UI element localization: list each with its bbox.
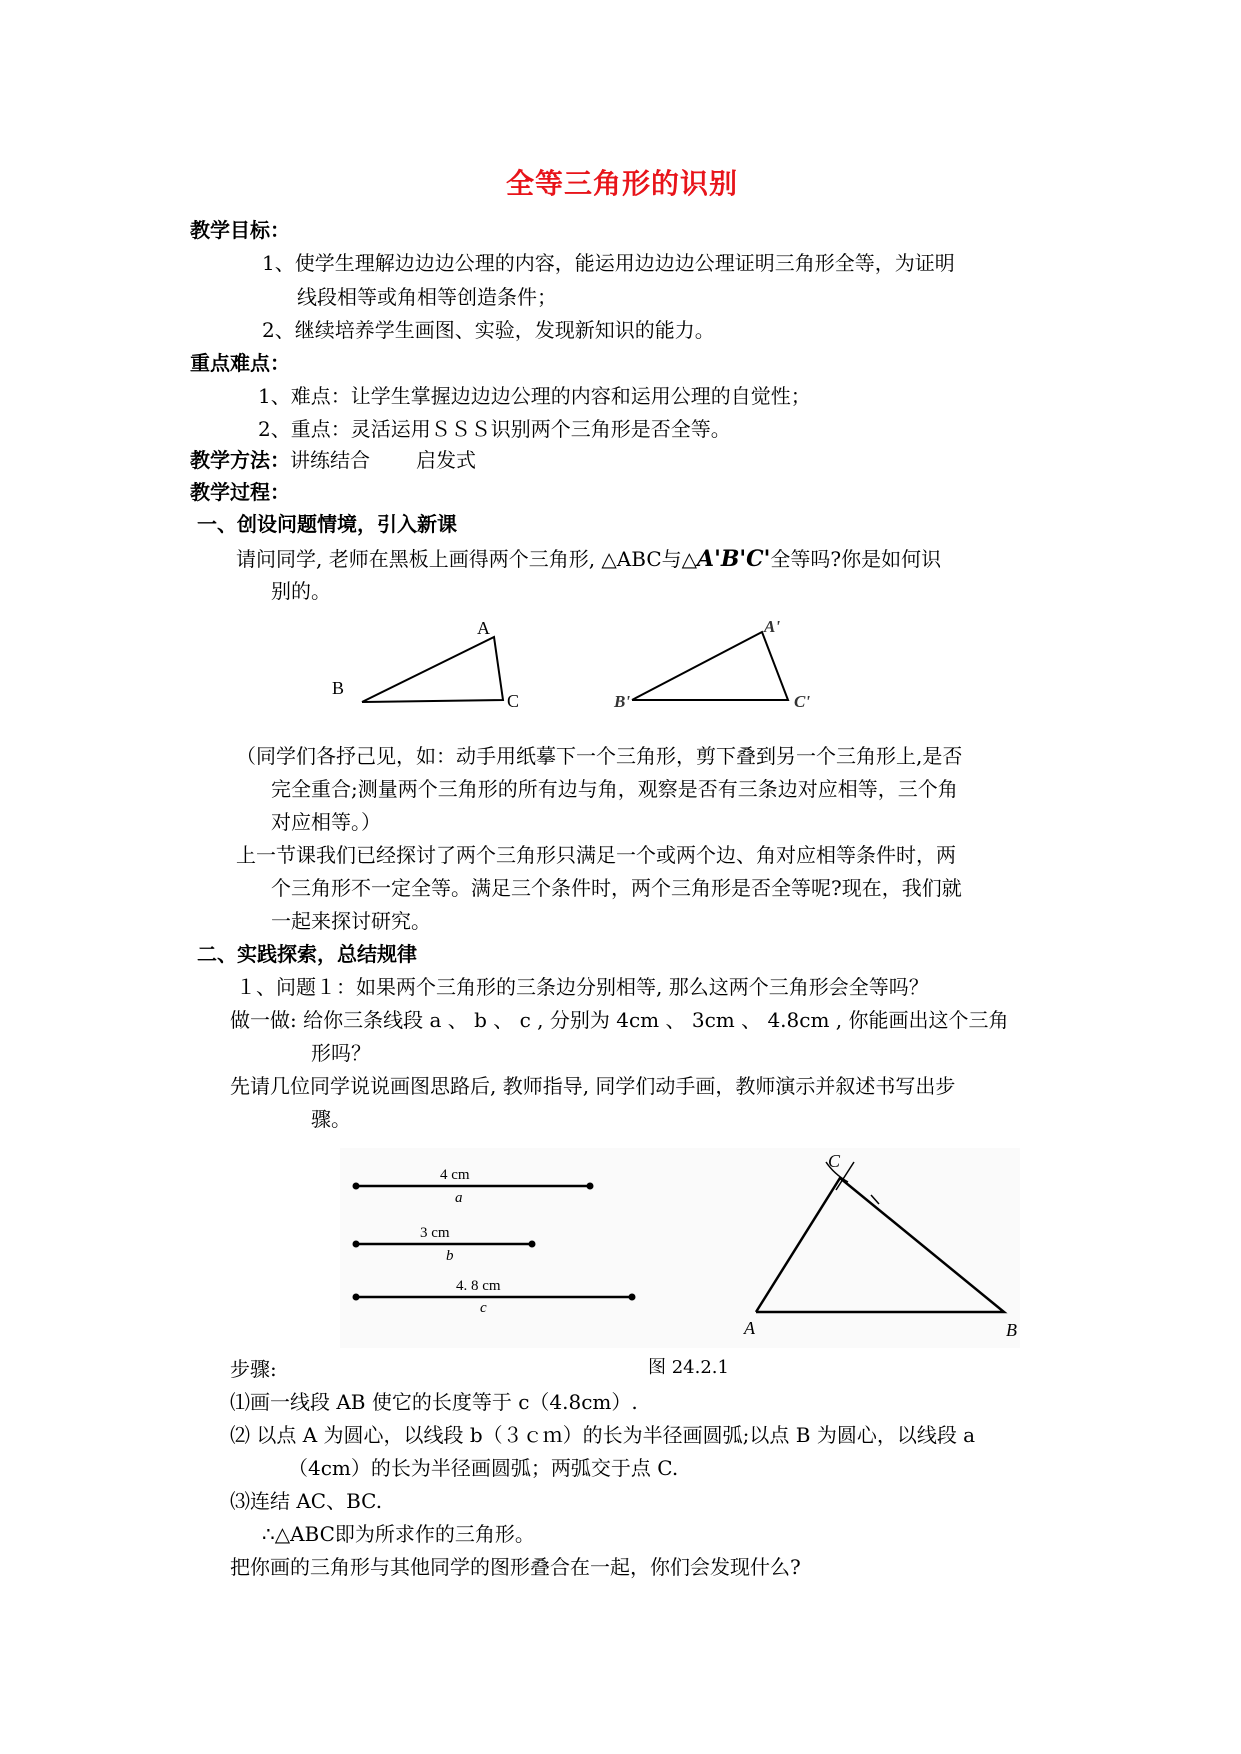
conclusion: ∴△ABC即为所求作的三角形。 — [262, 1522, 535, 1546]
section1-heading: 一、创设问题情境，引入新课 — [197, 512, 457, 536]
step-2-line-1: ⑵ 以点 A 为圆心，以线段 b（３ｃｍ）的长为半径画圆弧;以点 B 为圆心，以线段 a — [230, 1423, 976, 1447]
segment-b-left-end — [353, 1241, 360, 1248]
segment-a-right-end — [587, 1183, 594, 1190]
section1-question-line-1 — [236, 548, 941, 570]
section2-first-line-1: 先请几位同学说说画图思路后, 教师指导, 同学们动手画，教师演示并叙述书写出步 — [230, 1074, 956, 1098]
label-B: B — [332, 678, 345, 698]
triangle-abc — [362, 637, 503, 702]
method-heading: 教学方法： — [190, 448, 290, 472]
section1-question-line-2: 别的。 — [271, 579, 331, 603]
segment-a-name: a — [455, 1190, 463, 1206]
method-value-1: 讲练结合 — [290, 448, 370, 472]
method-line — [190, 450, 476, 470]
section2-do-line-2: 形吗？ — [311, 1041, 371, 1065]
key-point-2: 2、重点：灵活运用ＳＳＳ识别两个三角形是否全等。 — [258, 417, 731, 441]
method-value-2: 启发式 — [416, 448, 476, 472]
process-heading: 教学过程： — [190, 480, 290, 504]
figure-triangles-abc — [320, 612, 880, 722]
section1-para-line-1: 上一节课我们已经探讨了两个三角形只满足一个或两个边、角对应相等条件时，两 — [236, 843, 956, 867]
final-question: 把你画的三角形与其他同学的图形叠合在一起，你们会发现什么? — [230, 1555, 801, 1579]
segment-c-length: 4. 8 cm — [456, 1278, 501, 1294]
segment-c-left-end — [353, 1294, 360, 1301]
objectives-heading: 教学目标： — [190, 218, 290, 242]
segment-b-right-end — [529, 1241, 536, 1248]
triangle-label-C: C — [828, 1151, 841, 1171]
objective-1-line-2: 线段相等或角相等创造条件； — [297, 285, 557, 309]
section1-para-line-3: 一起来探讨研究。 — [271, 909, 431, 933]
triangle-label-A: A — [744, 1318, 755, 1338]
objective-2: 2、继续培养学生画图、实验，发现新知识的能力。 — [262, 318, 715, 342]
triangle-label-B: B — [1006, 1320, 1017, 1340]
segment-a-length: 4 cm — [440, 1167, 470, 1183]
key-point-1: 1、难点：让学生掌握边边边公理的内容和运用公理的自觉性； — [258, 384, 811, 408]
steps-label: 步骤: — [230, 1357, 277, 1381]
figure-24-2-1 — [340, 1148, 1020, 1348]
section2-first-line-2: 骤。 — [311, 1107, 351, 1131]
triangle-a2b2c2 — [632, 632, 788, 700]
section1-question-prime: A'B'C' — [697, 546, 771, 572]
key-points-heading: 重点难点： — [190, 351, 290, 375]
section1-question-pre: 请问同学, 老师在黑板上画得两个三角形, △ABC与△ — [236, 547, 698, 571]
segment-c-name: c — [480, 1300, 487, 1316]
label-C-prime: C' — [794, 692, 811, 711]
step-2-line-2: （4cm）的长为半径画圆弧；两弧交于点 C. — [288, 1456, 679, 1480]
section1-question-post: 全等吗?你是如何识 — [770, 547, 942, 571]
label-A: A — [477, 618, 490, 638]
step-1: ⑴画一线段 AB 使它的长度等于 c（4.8cm）. — [230, 1390, 638, 1414]
label-B-prime: B' — [614, 692, 631, 711]
page-title: 全等三角形的识别 — [506, 167, 739, 200]
step-3: ⑶连结 AC、BC. — [230, 1489, 383, 1513]
segment-b-name: b — [446, 1248, 454, 1264]
section1-answer-line-3: 对应相等。） — [271, 810, 381, 834]
objective-1-line-1: 1、使学生理解边边边公理的内容，能运用边边边公理证明三角形全等，为证明 — [262, 251, 955, 275]
segment-a-left-end — [353, 1183, 360, 1190]
section1-answer-line-1: （同学们各抒己见，如：动手用纸摹下一个三角形，剪下叠到另一个三角形上,是否 — [236, 744, 963, 768]
section2-problem: １、问题１：如果两个三角形的三条边分别相等, 那么这两个三角形会全等吗？ — [236, 975, 929, 999]
segment-c-right-end — [629, 1294, 636, 1301]
section1-answer-line-2: 完全重合;测量两个三角形的所有边与角，观察是否有三条边对应相等，三个角 — [271, 777, 958, 801]
segment-b-length: 3 cm — [420, 1225, 450, 1241]
label-C: C — [507, 691, 520, 711]
section1-para-line-2: 个三角形不一定全等。满足三个条件时，两个三角形是否全等呢?现在，我们就 — [271, 876, 962, 900]
section2-heading: 二、实践探索，总结规律 — [197, 942, 417, 966]
label-A-prime: A' — [764, 617, 781, 636]
figure-caption: 图 24.2.1 — [648, 1357, 729, 1378]
section2-do-line-1: 做一做: 给你三条线段 a 、 b 、 c , 分别为 4cm 、 3cm 、 4.8cm , 你能画出这个三角 — [230, 1008, 1009, 1032]
